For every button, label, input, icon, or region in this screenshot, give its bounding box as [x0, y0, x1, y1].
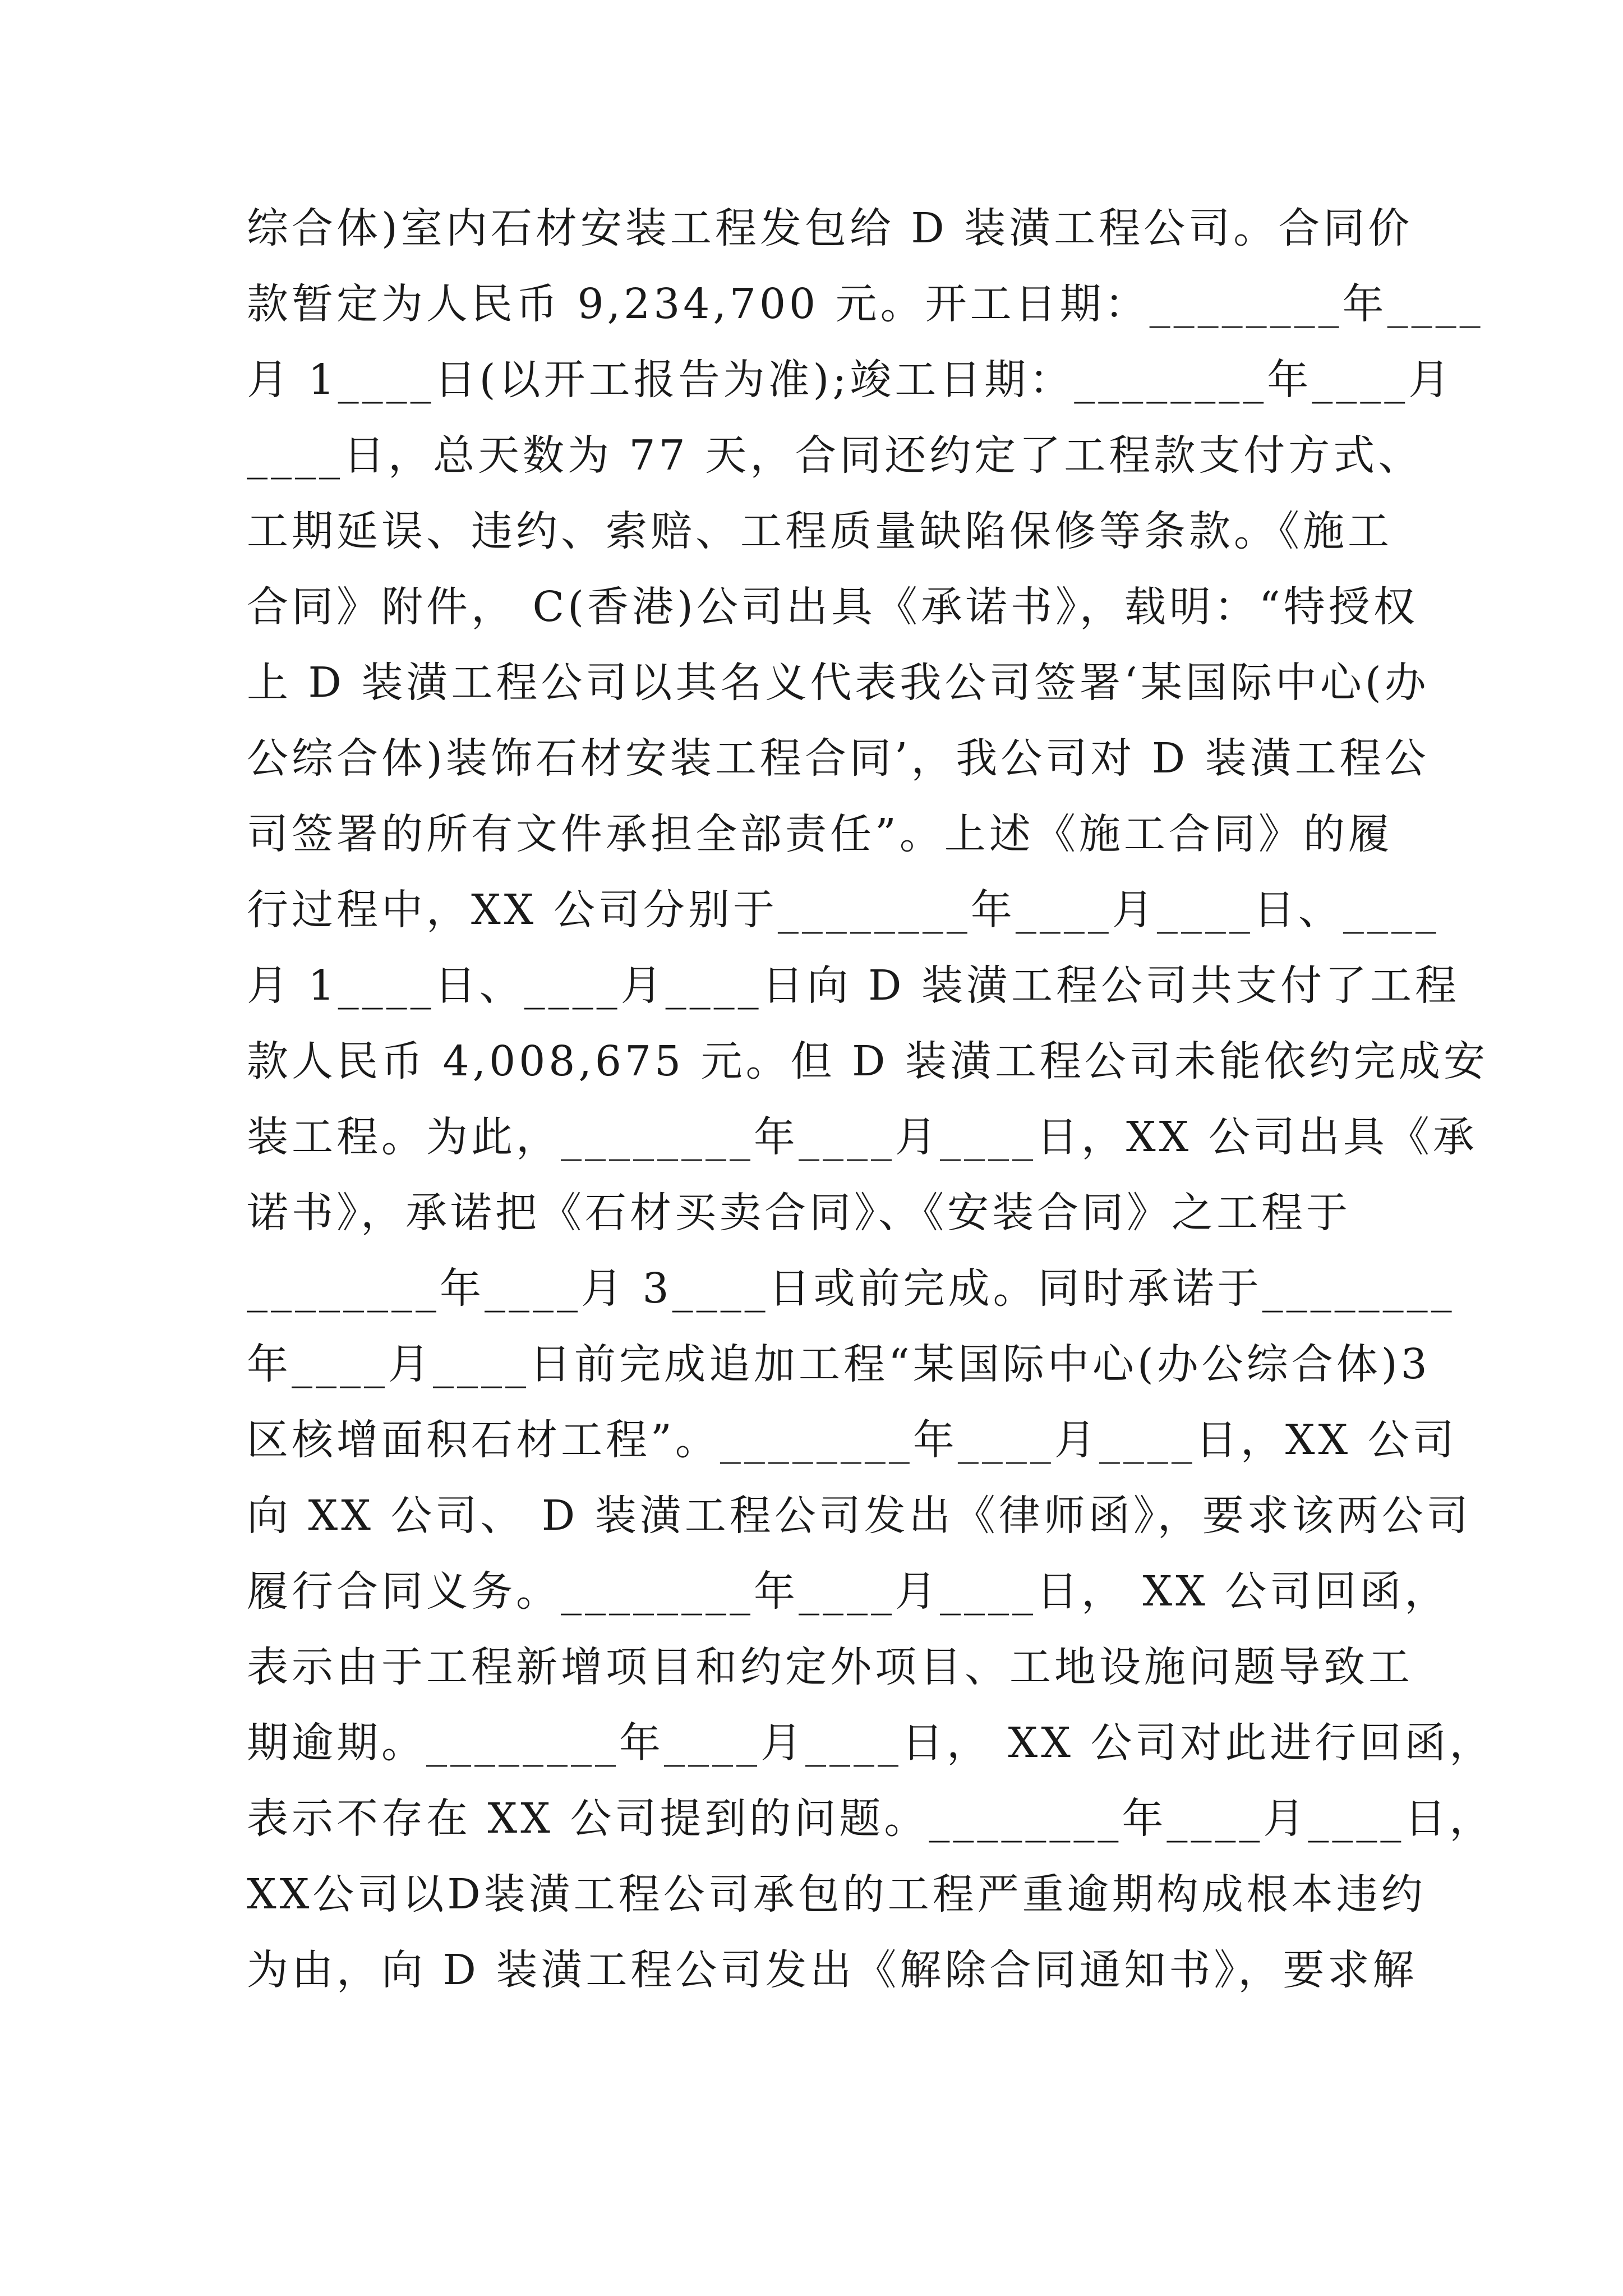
- text-line: 装工程。为此，________年____月____日，XX 公司出具《承: [247, 1113, 1478, 1161]
- text-line: 向 XX 公司、 D 装潢工程公司发出《律师函》，要求该两公司: [247, 1492, 1472, 1540]
- text-line: 期逾期。________年____月____日， XX 公司对此进行回函，: [247, 1719, 1495, 1767]
- text-line: 合同》附件， C(香港)公司出具《承诺书》，载明：“特授权: [247, 583, 1418, 631]
- text-line: ________年____月 3____日或前完成。同时承诺于________: [247, 1264, 1455, 1313]
- text-line: 款暂定为人民币 9,234,700 元。开工日期：________年____: [247, 280, 1484, 328]
- text-line: 综合体)室内石材安装工程发包给 D 装潢工程公司。合同价: [247, 204, 1413, 252]
- text-line: 年____月____日前完成追加工程“某国际中心(办公综合体)3: [247, 1340, 1431, 1388]
- text-line: 表示由于工程新增项目和约定外项目、工地设施问题导致工: [247, 1643, 1413, 1691]
- text-line: 区核增面积石材工程”。________年____月____日，XX 公司: [247, 1416, 1458, 1464]
- body-text: [247, 191, 1495, 2008]
- text-line: 月 1____日、____月____日向 D 装潢工程公司共支付了工程: [247, 961, 1460, 1010]
- text-line: 工期延误、违约、索赔、工程质量缺陷保修等条款。《施工: [247, 507, 1393, 555]
- text-line: ____日，总天数为 77 天，合同还约定了工程款支付方式、: [247, 431, 1423, 480]
- text-line: 月 1____日(以开工报告为准);竣工日期：________年____月: [247, 356, 1454, 404]
- text-line: 诺书》，承诺把《石材买卖合同》、《安装合同》之工程于: [247, 1189, 1351, 1237]
- text-line: 表示不存在 XX 公司提到的问题。________年____月____日，: [247, 1795, 1495, 1843]
- text-line: 公综合体)装饰石材安装工程合同’，我公司对 D 装潢工程公: [247, 734, 1430, 783]
- text-line: 行过程中，XX 公司分别于________年____月____日、____: [247, 886, 1440, 934]
- text-line: 款人民币 4,008,675 元。但 D 装潢工程公司未能依约完成安: [247, 1037, 1489, 1085]
- text-line: 履行合同义务。________年____月____日， XX 公司回函，: [247, 1567, 1450, 1616]
- text-line: 为由，向 D 装潢工程公司发出《解除合同通知书》，要求解: [247, 1946, 1418, 1994]
- text-line: 司签署的所有文件承担全部责任”。上述《施工合同》的履: [247, 810, 1393, 858]
- text-line: XX公司以D装潢工程公司承包的工程严重逾期构成根本违约: [247, 1870, 1426, 1918]
- text-line: 上 D 装潢工程公司以其名义代表我公司签署‘某国际中心(办: [247, 659, 1430, 707]
